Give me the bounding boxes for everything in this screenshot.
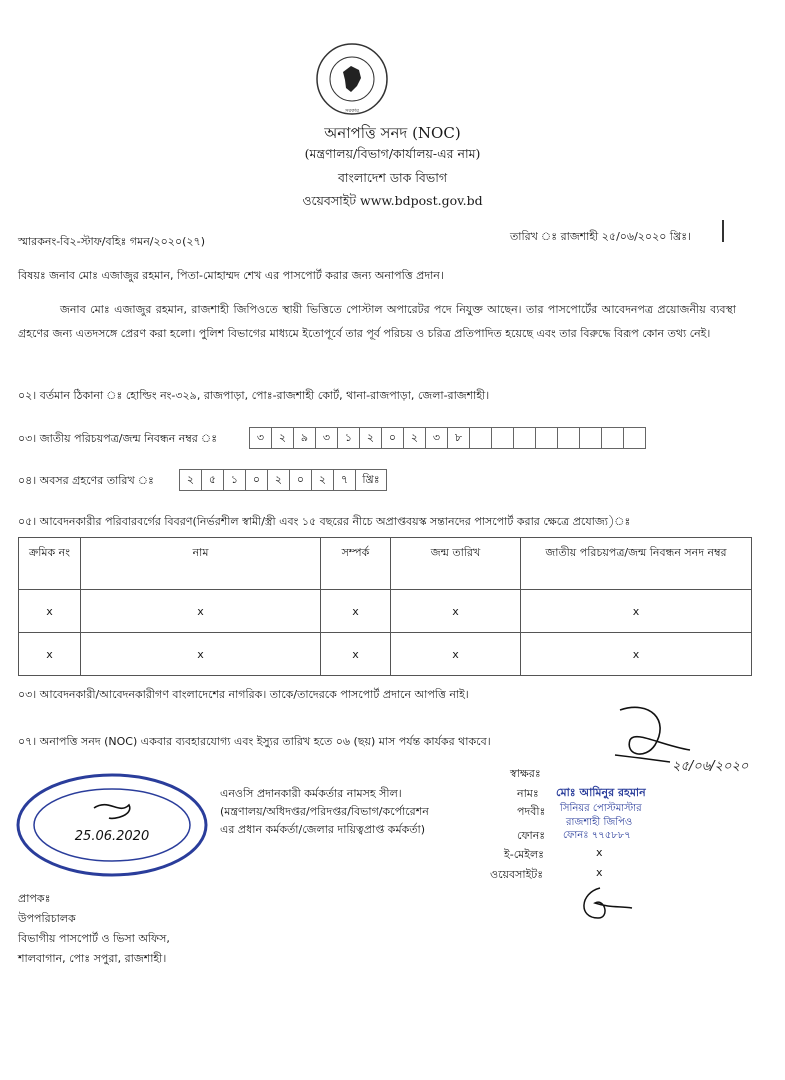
date-digit: ২ xyxy=(311,469,334,491)
col-serial: ক্রমিক নং xyxy=(19,538,81,590)
memo-date: তারিখ ঃ রাজশাহী ২৫/০৬/২০২০ খ্রিঃ। xyxy=(510,230,692,243)
col-name: নাম xyxy=(81,538,321,590)
date-digit: ৫ xyxy=(201,469,224,491)
sign-label: স্বাক্ষরঃ xyxy=(510,767,541,780)
designation-value-2: রাজশাহী জিপিও xyxy=(566,817,633,828)
retirement-date-boxes xyxy=(180,469,387,491)
date-digit: ২ xyxy=(179,469,202,491)
signature-date: ২৫/০৬/২০২০ xyxy=(672,759,749,774)
designation-value: সিনিয়র পোস্টমাস্টার xyxy=(560,803,642,814)
nid-digit xyxy=(469,427,492,449)
table-cell: x xyxy=(521,590,752,633)
nid-digit: ০ xyxy=(381,427,404,449)
table-row xyxy=(19,633,752,676)
memo-reference: স্মারকনং-বি২-স্টাফ/বহিঃ গমন/২০২০(২৭) xyxy=(18,235,205,248)
nid-digit xyxy=(579,427,602,449)
item-02-address: ০২। বর্তমান ঠিকানা ঃ হোল্ডিং নং-৩২৯, রাজপাড়া, পোঃ-রাজশাহী কোর্ট, থানা-রাজপাড়া, জেলা-রাজশাহী। xyxy=(18,389,490,402)
nid-digit: ২ xyxy=(403,427,426,449)
body-paragraph: জনাব মোঃ এজাজুর রহমান, রাজশাহী জিপিওতে স্থায়ী ভিত্তিতে পোস্টাল অপারেটর পদে নিযুক্ত আছেন। তার পাসপোর্টের আবেদনপত্র প্রয়োজনীয় ব্যবস্থা গ্রহণের জন্য এতদসঙ্গে প্রেরণ করা হলো। পুলিশ বিভাগের মাধ্যমে ইতোপূর্বে তার পূর্ব পরিচয় ও চরিত্র প্রতিপাদিত হয়েছে এবং তার বিরুদ্ধে বিরূপ কোন তথ্য নেই। xyxy=(18,303,736,340)
nid-digit: ৩ xyxy=(249,427,272,449)
item-05-label: ০৫। আবেদনকারীর পরিবারবর্গের বিবরণ(নির্ভরশীল স্বামী/স্ত্রী এবং ১৫ বছরের নীচে অপ্রাপ্তবয়স্ক সন্তানদের পাসপোর্ট করার ক্ষেত্রে প্রযোজ্য)ঃ xyxy=(18,515,631,528)
date-digit: ০ xyxy=(245,469,268,491)
item-06-citizenship: ০৩। আবেদনকারী/আবেদনকারীগণ বাংলাদেশের নাগরিক। তাকে/তাদেরকে পাসপোর্ট প্রদানে আপত্তি নাই। xyxy=(18,688,469,701)
recipient-line2: বিভাগীয় পাসপোর্ট ও ভিসা অফিস, xyxy=(18,932,170,945)
initials-signature-icon xyxy=(570,878,640,928)
date-digit: ২ xyxy=(267,469,290,491)
col-nid: জাতীয় পরিচয়পত্র/জন্ম নিবন্ধন সনদ নম্বর xyxy=(521,538,752,590)
date-suffix: খ্রিঃ xyxy=(355,469,387,491)
table-cell: x xyxy=(521,633,752,676)
table-cell: x xyxy=(19,590,81,633)
margin-mark xyxy=(722,220,724,242)
recipient-line1: উপপরিচালক xyxy=(18,912,76,925)
email-label: ই-মেইলঃ xyxy=(504,848,545,861)
recipient-label: প্রাপকঃ xyxy=(18,892,51,905)
date-digit: ০ xyxy=(289,469,312,491)
phone-value: ফোনঃ ৭৭৫৮৮৭ xyxy=(563,830,631,841)
item-04-label: ০৪। অবসর গ্রহণের তারিখ ঃ xyxy=(18,474,154,487)
issuer-note-line3: এর প্রধান কর্মকর্তা/জেলার দায়িত্বপ্রাপ্ত কর্মকর্তা) xyxy=(220,823,426,836)
website-value: x xyxy=(596,866,603,879)
nid-digit: ৩ xyxy=(425,427,448,449)
name-value: মোঃ আমিনুর রহমান xyxy=(556,786,646,799)
office-website: ওয়েবসাইট www.bdpost.gov.bd xyxy=(302,193,483,208)
nid-number-boxes xyxy=(250,427,646,449)
family-table xyxy=(18,537,752,676)
ministry-line: (মন্ত্রণালয়/বিভাগ/কার্যালয়-এর নাম) xyxy=(304,146,481,161)
nid-digit xyxy=(557,427,580,449)
issuer-note-line2: (মন্ত্রণালয়/অধিদপ্তর/পরিদপ্তর/বিভাগ/কর্পোরেশন xyxy=(220,805,429,818)
phone-label: ফোনঃ xyxy=(517,829,546,842)
nid-digit: ১ xyxy=(337,427,360,449)
office-stamp-icon xyxy=(14,770,210,880)
document-title: অনাপত্তি সনদ (NOC) xyxy=(324,124,461,142)
svg-text:সরকার: সরকার xyxy=(345,108,359,114)
nid-digit: ৮ xyxy=(447,427,470,449)
nid-digit: ৯ xyxy=(293,427,316,449)
item-03-label: ০৩। জাতীয় পরিচয়পত্র/জন্ম নিবন্ধন নম্বর ঃ xyxy=(18,432,218,445)
date-digit: ৭ xyxy=(333,469,356,491)
table-header-row xyxy=(19,538,752,590)
nid-digit xyxy=(513,427,536,449)
table-cell: x xyxy=(321,590,391,633)
table-row xyxy=(19,590,752,633)
nid-digit: ২ xyxy=(359,427,382,449)
nid-digit xyxy=(491,427,514,449)
item-07-validity: ০৭। অনাপত্তি সনদ (NOC) একবার ব্যবহারযোগ্য এবং ইস্যুর তারিখ হতে ০৬ (ছয়) মাস পর্যন্ত কার্যকর থাকবে। xyxy=(18,735,491,748)
nid-digit xyxy=(601,427,624,449)
nid-digit xyxy=(623,427,646,449)
name-label: নামঃ xyxy=(517,787,539,800)
nid-digit: ২ xyxy=(271,427,294,449)
website-label: ওয়েবসাইটঃ xyxy=(490,868,544,881)
date-digit: ১ xyxy=(223,469,246,491)
email-value: x xyxy=(596,846,603,859)
col-relation: সম্পর্ক xyxy=(321,538,391,590)
subject-line: বিষয়ঃ জনাব মোঃ এজাজুর রহমান, পিতা-মোহাম্মদ শেখ এর পাসপোর্ট করার জন্য অনাপত্তি প্রদান। xyxy=(18,269,444,282)
table-cell: x xyxy=(321,633,391,676)
table-cell: x xyxy=(391,633,521,676)
table-cell: x xyxy=(391,590,521,633)
table-cell: x xyxy=(81,633,321,676)
table-cell: x xyxy=(19,633,81,676)
nid-digit: ৩ xyxy=(315,427,338,449)
office-name: বাংলাদেশ ডাক বিভাগ xyxy=(337,170,448,185)
government-seal-icon xyxy=(315,42,389,116)
designation-label: পদবীঃ xyxy=(517,805,546,818)
stamp-date: 25.06.2020 xyxy=(74,829,150,844)
col-dob: জন্ম তারিখ xyxy=(391,538,521,590)
recipient-line3: শালবাগান, পোঃ সপুরা, রাজশাহী। xyxy=(18,952,167,965)
nid-digit xyxy=(535,427,558,449)
issuer-note-line1: এনওসি প্রদানকারী কর্মকর্তার নামসহ সীল। xyxy=(220,787,402,800)
table-cell: x xyxy=(81,590,321,633)
